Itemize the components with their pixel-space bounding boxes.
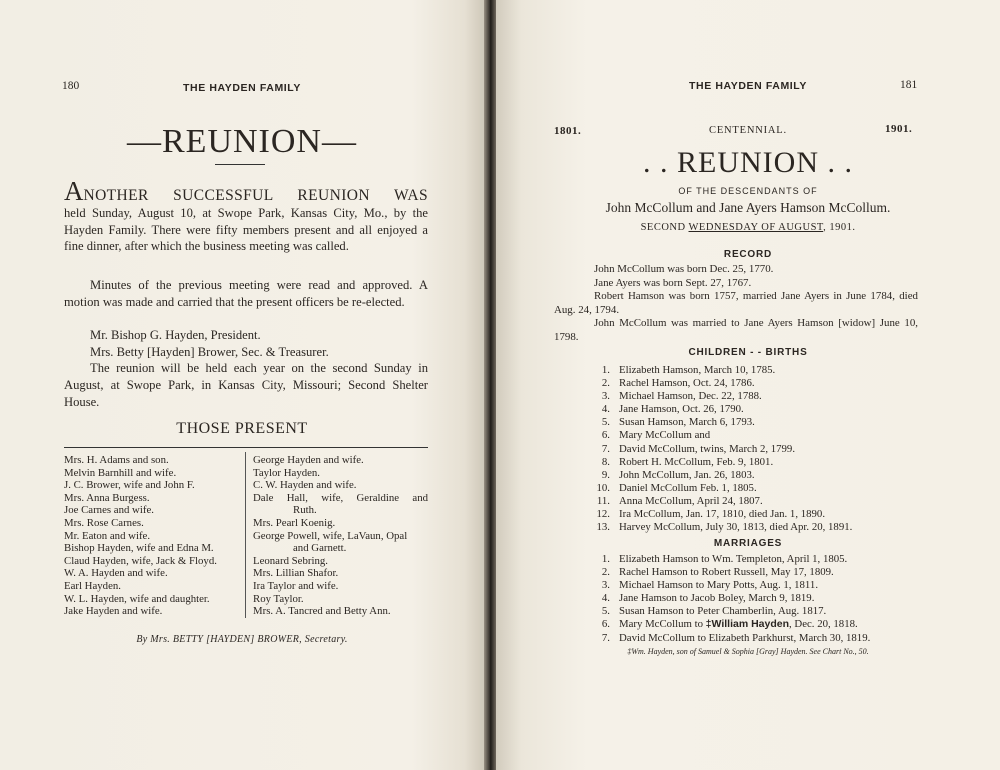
- paragraph-intro: [64, 176, 428, 255]
- attendee-item: Bishop Hayden, wife and Edna M.: [64, 542, 214, 555]
- attendee-item: Mr. Eaton and wife.: [64, 529, 151, 542]
- date-suffix: , 1901.: [823, 222, 856, 233]
- birth-item: 10. Daniel McCollum Feb. 1, 1805.: [596, 481, 757, 494]
- attendee-item: Ira Taylor and wife.: [253, 579, 339, 592]
- marriage-item: 1. Elizabeth Hamson to Wm. Templeton, April 1, 1805.: [601, 553, 848, 565]
- attendee-item: Roy Taylor.: [253, 592, 304, 605]
- attendee-item: George Hayden and wife.: [253, 454, 364, 466]
- birth-item: 9. John McCollum, Jan. 26, 1803.: [601, 468, 755, 481]
- birth-item: 3. Michael Hamson, Dec. 22, 1788.: [601, 390, 762, 403]
- attendee-item-continued: and Garnett.: [293, 542, 347, 555]
- record-text: [554, 263, 918, 345]
- drop-cap: A: [64, 176, 84, 206]
- marriage-item: 2. Rachel Hamson to Robert Russell, May 17, 1809.: [601, 566, 834, 579]
- intro-smallcaps: NOTHER SUCCESSFUL REUNION WAS: [83, 187, 428, 204]
- running-head-right: THE HAYDEN FAMILY: [689, 80, 807, 92]
- date-underlined: WEDNESDAY OF AUGUST: [688, 222, 824, 233]
- footnote: ‡Wm. Hayden, son of Samuel & Sophia [Gray] Hayden. See Chart No., 50.: [627, 647, 869, 656]
- attendee-item: Dale Hall, wife, Geraldine and: [253, 491, 428, 504]
- birth-item: 6. Mary McCollum and: [601, 429, 711, 442]
- running-head-left: THE HAYDEN FAMILY: [183, 82, 301, 94]
- attendee-item-continued: Ruth.: [293, 504, 317, 517]
- attendee-item: Mrs. Lillian Shafor.: [253, 567, 339, 580]
- marriage-item: 3. Michael Hamson to Mary Potts, Aug. 1, 1811.: [601, 579, 819, 592]
- record-line: John McCollum was born Dec. 25, 1770.: [594, 263, 774, 275]
- attendee-column-2: [253, 454, 428, 618]
- birth-item: 1. Elizabeth Hamson, March 10, 1785.: [601, 364, 776, 376]
- attendee-item: C. W. Hayden and wife.: [253, 479, 357, 492]
- attendee-item: Melvin Barnhill and wife.: [64, 466, 177, 479]
- attendee-item: Jake Hayden and wife.: [64, 605, 163, 618]
- attendee-item: W. A. Hayden and wife.: [64, 567, 168, 580]
- birth-item: 13. Harvey McCollum, July 30, 1813, died Apr. 20, 1891.: [596, 521, 853, 534]
- birth-item: 5. Susan Hamson, March 6, 1793.: [601, 416, 755, 429]
- paragraph-schedule: The reunion will be held each year on the second Sunday in August, at Swope Park, in Kansas City, Missouri; Second Shelter House.: [64, 361, 428, 409]
- reunion-title-right: . . REUNION . .: [643, 146, 853, 179]
- attendee-item: W. L. Hayden, wife and daughter.: [64, 592, 210, 605]
- right-page: [496, 0, 1000, 770]
- officer-president: Mr. Bishop G. Hayden, President.: [90, 328, 261, 342]
- officer-secretary: Mrs. Betty [Hayden] Brower, Sec. & Treasurer.: [90, 345, 329, 359]
- page-number-left: 180: [62, 80, 80, 92]
- attendee-item: Earl Hayden.: [64, 579, 121, 592]
- attendee-item: Mrs. Pearl Koenig.: [253, 516, 336, 529]
- title-rule: [215, 164, 265, 165]
- birth-item: 11. Anna McCollum, April 24, 1807.: [596, 494, 763, 507]
- left-page: [0, 0, 484, 770]
- attendee-item: Leonard Sebring.: [253, 554, 328, 567]
- marriage-item: 6. Mary McCollum to ‡William Hayden, Dec. 20, 1818.: [601, 618, 858, 631]
- record-line: Robert Hamson was born 1757, married Jane Ayers in June 1784, died Aug. 24, 1794.: [554, 290, 918, 316]
- birth-item: 4. Jane Hamson, Oct. 26, 1790.: [601, 403, 744, 416]
- children-heading: CHILDREN - - BIRTHS: [688, 347, 808, 358]
- attendee-item: Mrs. A. Tancred and Betty Ann.: [253, 605, 391, 618]
- marriage-item: 4. Jane Hamson to Jacob Boley, March 9, 1819.: [601, 592, 815, 605]
- birth-item: 7. David McCollum, twins, March 2, 1799.: [601, 442, 796, 455]
- marriages-heading: MARRIAGES: [713, 538, 783, 549]
- marriages-list: [576, 553, 936, 645]
- record-line: John McCollum was married to Jane Ayers Hamson [widow] June 10, 1798.: [554, 317, 918, 343]
- attendee-item: Mrs. H. Adams and son.: [64, 454, 169, 466]
- year-1901: 1901.: [885, 123, 913, 135]
- ancestor-names: John McCollum and Jane Ayers Hamson McCollum.: [605, 200, 891, 215]
- column-divider: [245, 452, 246, 618]
- attendee-item: Mrs. Anna Burgess.: [64, 491, 150, 504]
- attendee-item: J. C. Brower, wife and John F.: [64, 479, 195, 492]
- byline: By Mrs. BETTY [HAYDEN] BROWER, Secretary.: [136, 634, 348, 645]
- those-present-heading: THOSE PRESENT: [176, 420, 308, 437]
- meeting-date-line: [496, 222, 1000, 233]
- officers-list: [90, 327, 329, 361]
- birth-item: 8. Robert H. McCollum, Feb. 9, 1801.: [601, 455, 774, 468]
- page-number-right: 181: [900, 79, 918, 91]
- reunion-title-left: —REUNION—: [127, 123, 357, 160]
- marriage-item: 7. David McCollum to Elizabeth Parkhurst, March 30, 1819.: [601, 631, 871, 644]
- book-gutter: [484, 0, 496, 770]
- attendee-table: [64, 447, 428, 618]
- attendee-column-1: [64, 454, 244, 618]
- marriage-item: 5. Susan Hamson to Peter Chamberlin, Aug. 1817.: [601, 605, 827, 618]
- year-1801: 1801.: [554, 125, 582, 137]
- birth-item: 2. Rachel Hamson, Oct. 24, 1786.: [601, 377, 755, 390]
- births-list: [576, 364, 936, 534]
- attendee-item: Claud Hayden, wife, Jack & Floyd.: [64, 554, 217, 567]
- william-hayden-bold: ‡William Hayden: [705, 618, 790, 631]
- attendee-item: Mrs. Rose Carnes.: [64, 516, 144, 529]
- record-line: Jane Ayers was born Sept. 27, 1767.: [594, 276, 752, 289]
- attendee-item: Joe Carnes and wife.: [64, 504, 154, 517]
- intro-text: held Sunday, August 10, at Swope Park, Kansas City, Mo., by the Hayden Family. There were fifty members present and all enjoyed a fine dinner, after which the business meeting was called.: [64, 205, 428, 254]
- birth-item: 12. Ira McCollum, Jan. 17, 1810, died Jan. 1, 1890.: [596, 508, 826, 521]
- record-heading: RECORD: [723, 249, 773, 260]
- attendee-item: Taylor Hayden.: [253, 466, 321, 479]
- paragraph-minutes: Minutes of the previous meeting were read and approved. A motion was made and carried that the present officers be re-elected.: [64, 278, 428, 309]
- centennial-label: CENTENNIAL.: [709, 125, 787, 136]
- date-prefix: SECOND: [640, 222, 689, 233]
- attendee-item: George Powell, wife, LaVaun, Opal: [253, 529, 408, 542]
- descendants-line: OF THE DESCENDANTS OF: [678, 186, 818, 196]
